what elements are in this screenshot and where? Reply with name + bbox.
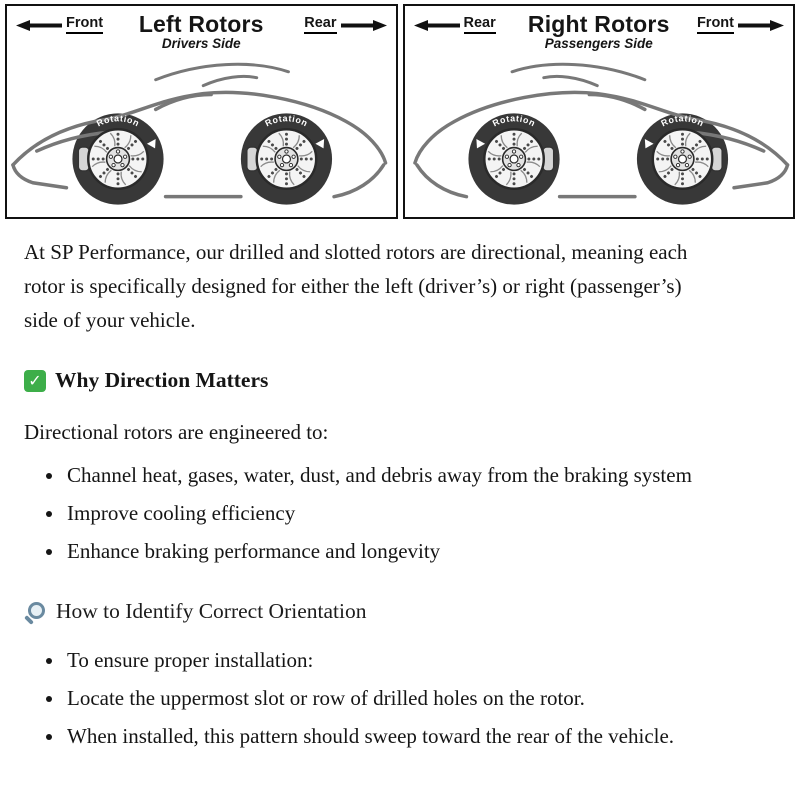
list-item: • Locate the uppermost slot or row of drilled holes on the rotor. [65,681,700,715]
right-panel-titles [528,12,670,52]
arrow-right-icon [738,20,784,31]
front-label: Front [697,16,734,34]
right-panel-title: Right Rotors [527,11,670,37]
section2-bullet-list [24,643,700,753]
section-heading-why-direction-matters [24,363,700,398]
left-panel-title: Left Rotors [138,11,264,37]
list-item: • When installed, this pattern should sweep toward the rear of the vehicle. [65,719,700,753]
arrow-right-icon [341,20,387,31]
front-rotor-rotation-label: Rotation [94,113,142,129]
left-car-illustration [7,48,396,216]
list-item: • Enhance braking performance and longevity [65,534,700,568]
left-panel-subtitle: Drivers Side [161,36,241,52]
list-item: • Improve cooling efficiency [65,496,700,530]
section1-bullet-list [24,458,700,568]
article-body [0,219,800,753]
left-panel-rear-direction [304,16,386,34]
rotor-direction-diagram [0,0,800,219]
rear-label: Rear [304,16,336,34]
heading-text: Why Direction Matters [55,367,269,392]
right-rotors-panel [403,4,796,219]
rear-rotor-rotation-label: Rotation [490,113,537,129]
front-rotor-rotation-label: Rotation [658,113,706,129]
magnifier-emoji-icon [24,602,47,625]
arrow-left-icon [16,20,62,31]
list-item: • To ensure proper installation: [65,643,700,677]
left-panel-titles [139,12,264,52]
right-panel-front-direction [697,16,784,34]
right-car-illustration [405,48,794,216]
left-panel-header [7,6,396,52]
right-panel-header [405,6,794,52]
right-panel-rear-direction [414,16,528,34]
right-panel-subtitle: Passengers Side [544,36,653,52]
section1-lead: Directional rotors are engineered to: [24,419,329,444]
rear-rotor-rotation-label: Rotation [263,113,310,129]
heading-text: How to Identify Correct Orientation [56,598,367,623]
section-heading-identify-orientation [24,594,700,629]
left-panel-front-direction [16,16,139,34]
left-rotors-panel [5,4,398,219]
check-emoji-icon [24,370,46,392]
list-item: • Channel heat, gases, water, dust, and debris away from the braking system [65,458,700,492]
arrow-left-icon [414,20,460,31]
rear-label: Rear [464,16,496,34]
intro-paragraph: At SP Performance, our drilled and slotted rotors are directional, meaning each rotor is specifically designed for either the left (driver’s) or right (passenger’s) side of your vehicle. [24,239,688,332]
front-label: Front [66,16,103,34]
